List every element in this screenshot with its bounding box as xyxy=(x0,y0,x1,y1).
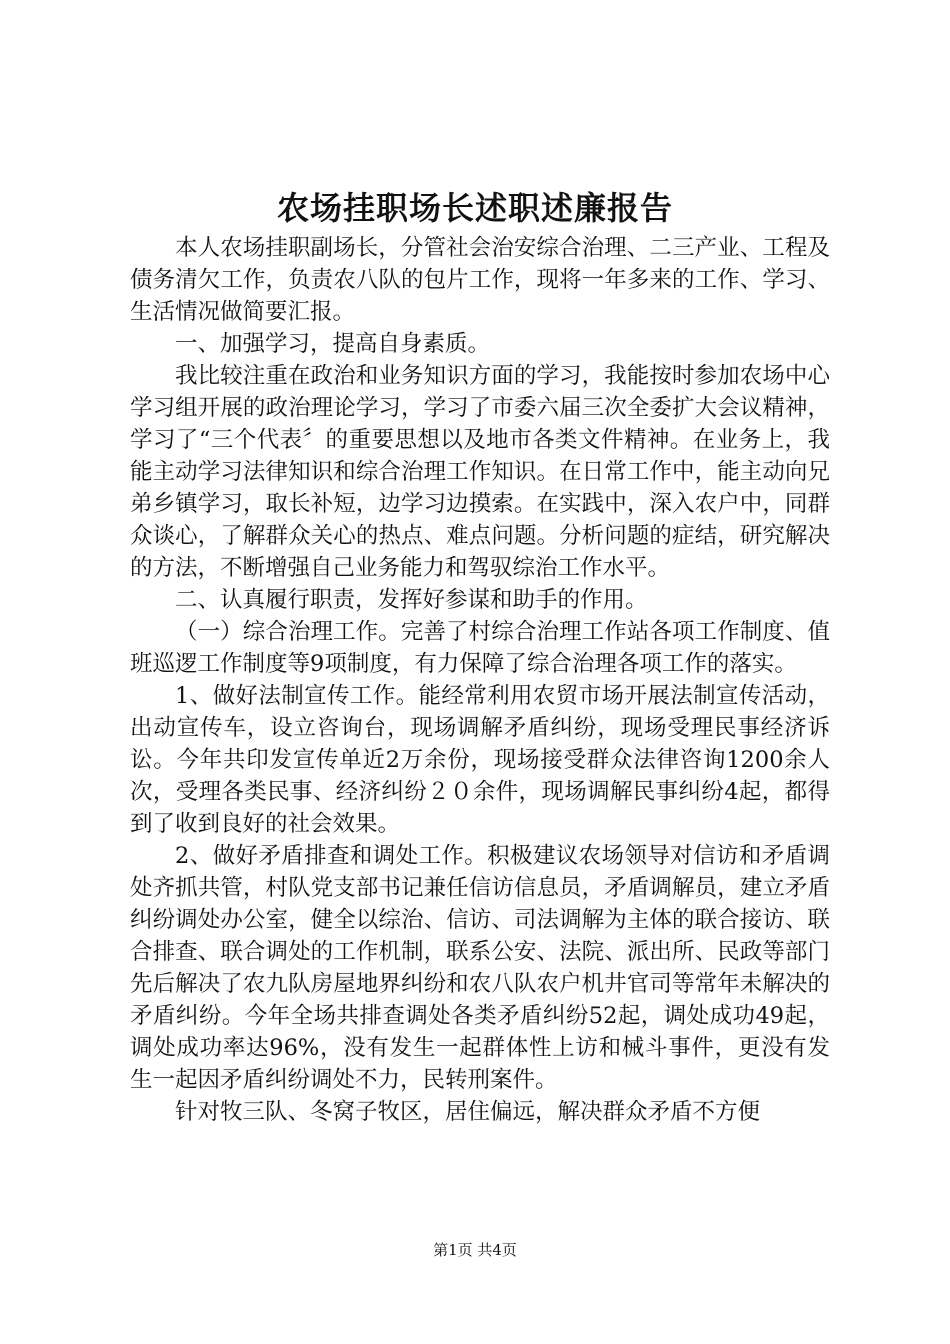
section-heading-1: 一、加强学习，提高自身素质。 xyxy=(175,331,491,357)
paragraph-comprehensive-governance: （一）综合治理工作。完善了村综合治理工作站各项工作制度、值班巡逻工作制度等9项制度，有力保障了综合治理各项工作的落实。 xyxy=(130,619,830,677)
paragraph-dispute-mediation: 2、做好矛盾排查和调处工作。积极建议农场领导对信访和矛盾调处齐抓共管，村队党支部书记兼任信访信息员，矛盾调解员，建立矛盾纠纷调处办公室，健全以综治、信访、司法调解为主体的联合接访、联合排查、联合调处的工作机制，联系公安、法院、派出所、民政等部门先后解决了农九队房屋地界纠纷和农八队农户机井官司等常年未解决的矛盾纠纷。今年全场共排查调处各类矛盾纠纷52起，调处成功49起，调处成功率达96%，没有发生一起群体性上访和械斗事件，更没有发生一起因矛盾纠纷调处不力，民转刑案件。 xyxy=(130,843,830,1093)
document-title: 农场挂职场长述职述廉报告 xyxy=(276,189,673,227)
document-body xyxy=(130,232,830,1128)
paragraph-study: 我比较注重在政治和业务知识方面的学习，我能按时参加农场中心学习组开展的政治理论学习，学习了市委六届三次全委扩大会议精神，学习了“三个代表〞的重要思想以及地市各类文件精神。在业务上，我能主动学习法律知识和综合治理工作知识。在日常工作中，能主动向兄弟乡镇学习，取长补短，边学习边摸索。在实践中，深入农户中，同群众谈心，了解群众关心的热点、难点问题。分析问题的症结，研究解决的方法，不断增强自己业务能力和驾驭综治工作水平。 xyxy=(130,363,830,581)
section-heading-2: 二、认真履行职责，发挥好参谋和助手的作用。 xyxy=(175,587,648,613)
page-footer: 第1页 共4页 xyxy=(433,1241,517,1259)
paragraph-legal-publicity: 1、做好法制宣传工作。能经常利用农贸市场开展法制宣传活动，出动宣传车，设立咨询台，现场调解矛盾纠纷，现场受理民事经济诉讼。今年共印发宣传单近2万余份，现场接受群众法律咨询1200余人次，受理各类民事、经济纠纷２０余件，现场调解民事纠纷4起，都得到了收到良好的社会效果。 xyxy=(130,683,830,837)
paragraph-intro: 本人农场挂职副场长，分管社会治安综合治理、二三产业、工程及债务清欠工作，负责农八队的包片工作，现将一年多来的工作、学习、生活情况做简要汇报。 xyxy=(130,235,830,325)
paragraph-remote-pastoral: 针对牧三队、冬窝子牧区，居住偏远，解决群众矛盾不方便 xyxy=(175,1099,761,1125)
